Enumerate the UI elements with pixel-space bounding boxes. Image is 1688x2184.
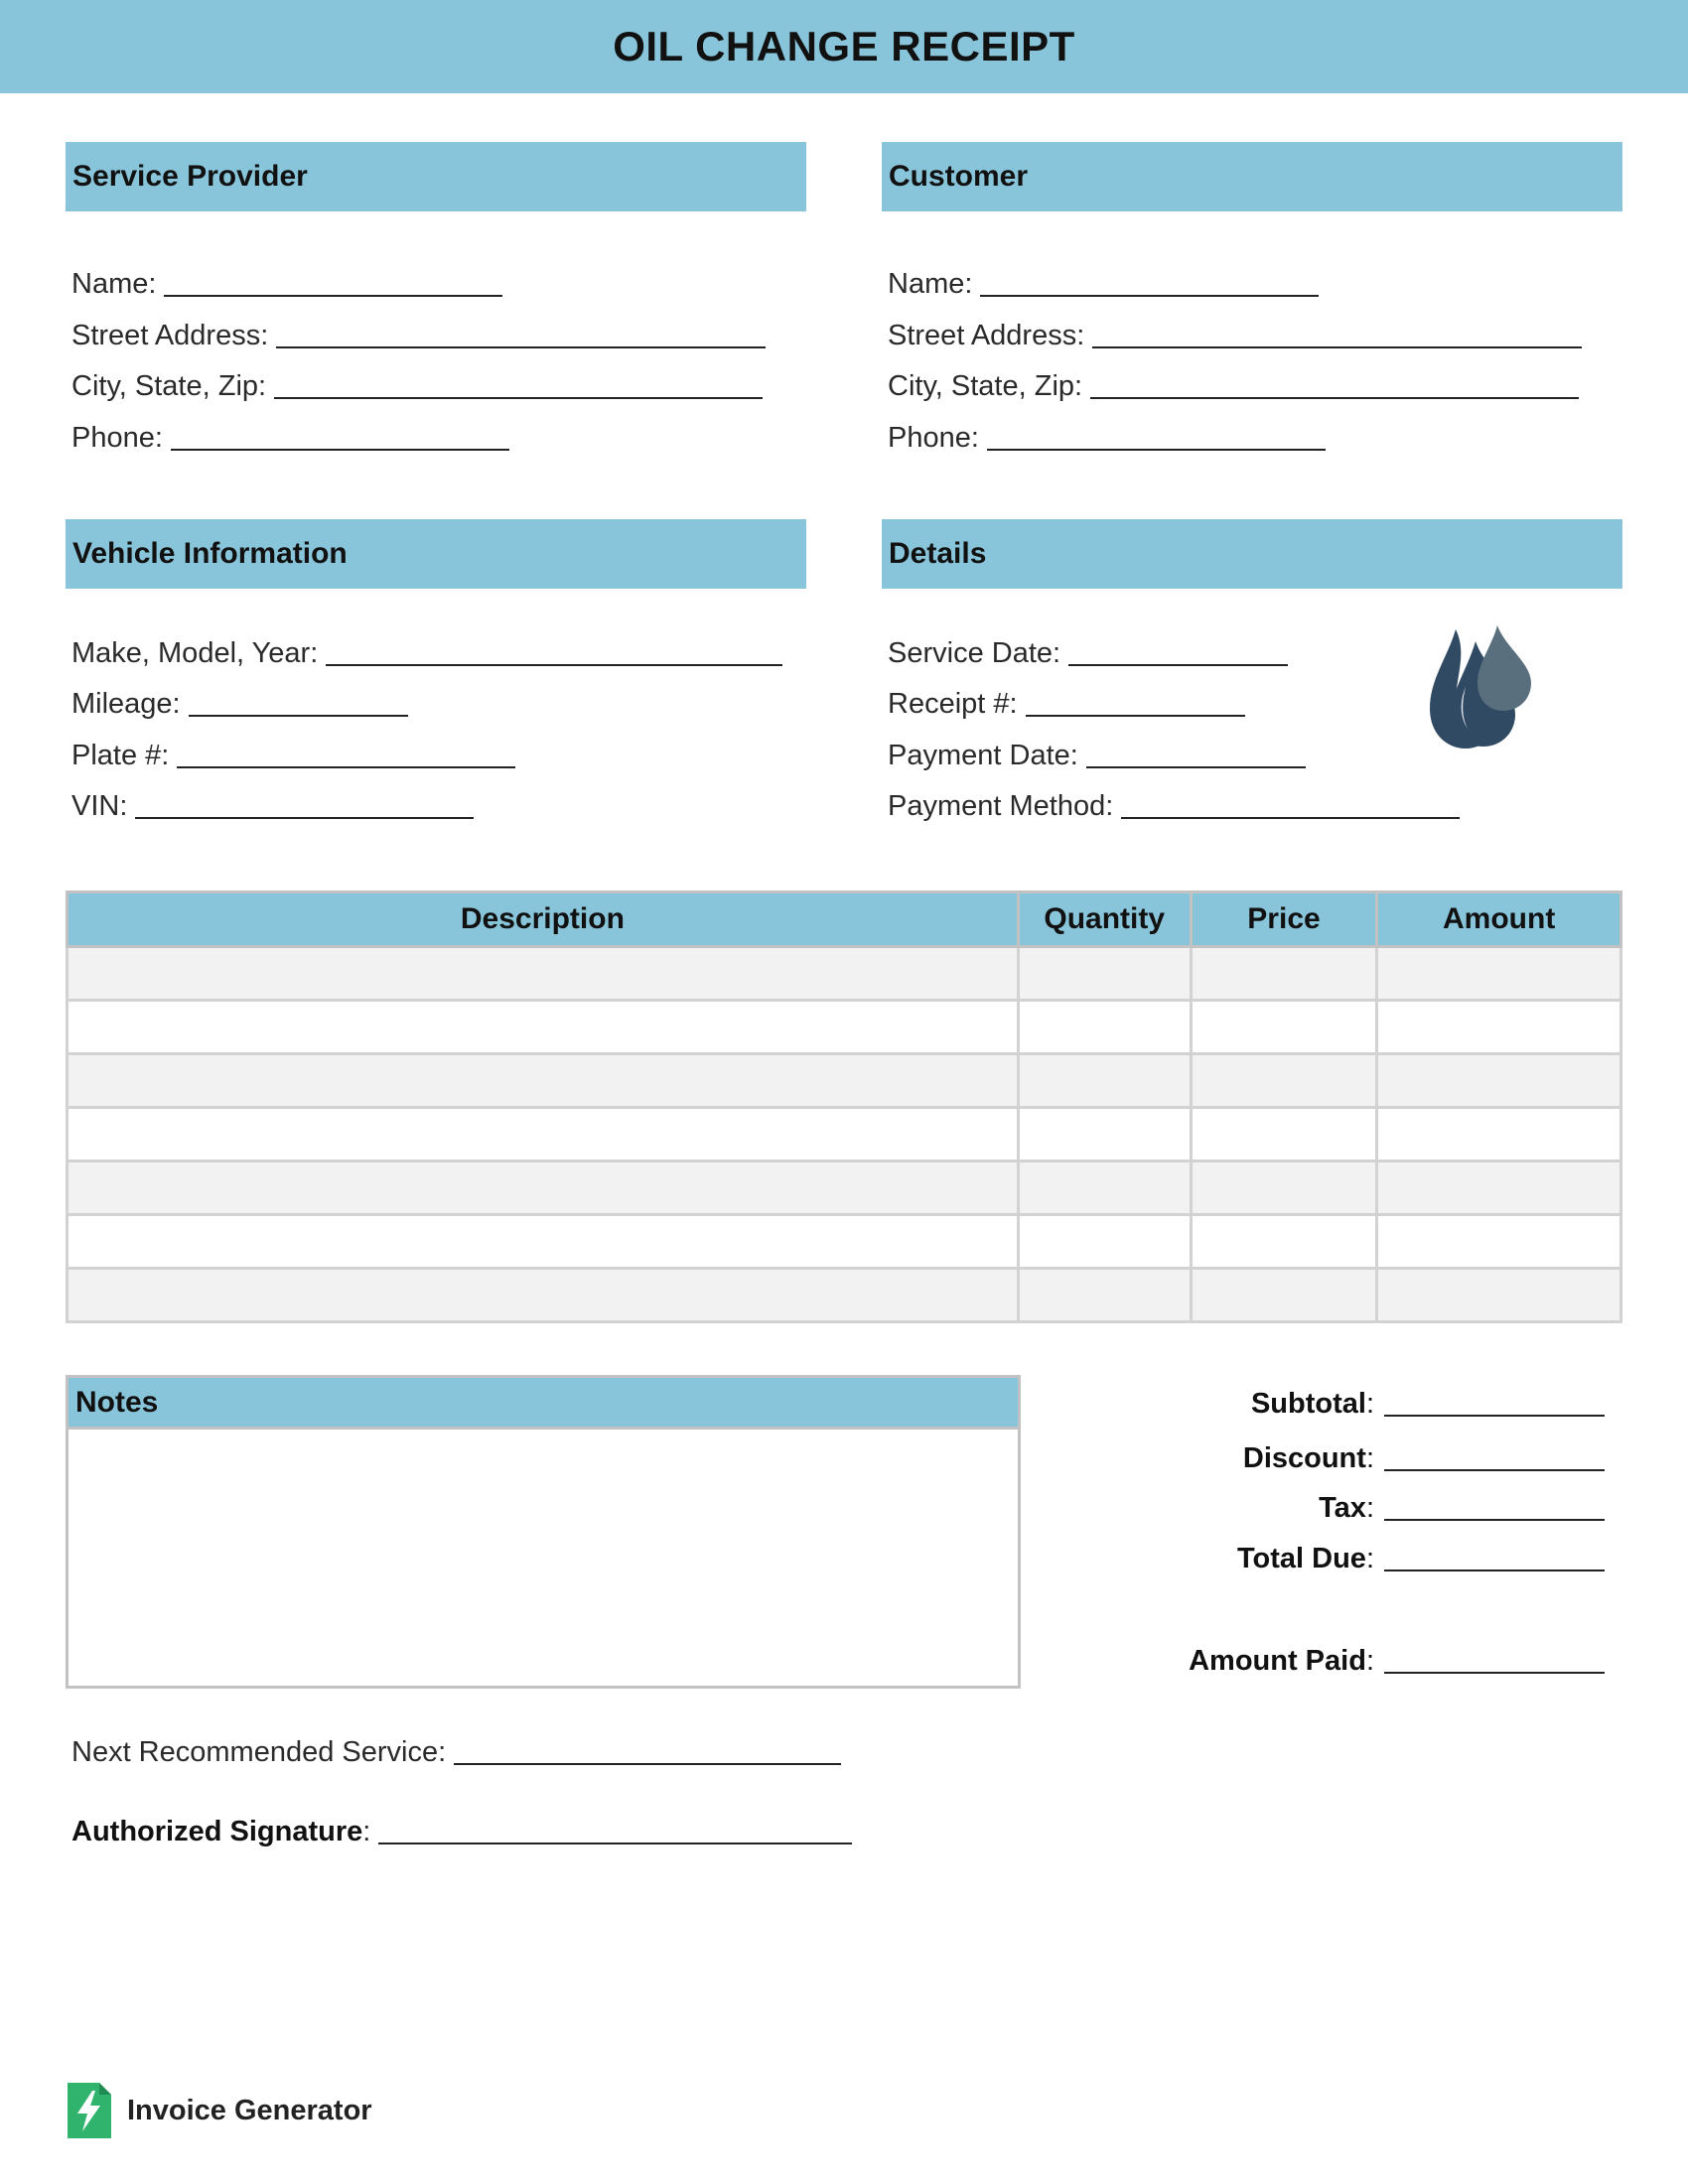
- customer-street-field[interactable]: [888, 322, 1582, 350]
- fill-line: [987, 449, 1326, 451]
- vehicle-plate-field[interactable]: [71, 742, 515, 770]
- brand-name: Invoice Generator: [127, 2094, 372, 2126]
- quantity-cell[interactable]: [1018, 947, 1191, 1001]
- fill-line: [378, 1843, 852, 1844]
- signature-label-text: Authorized Signature: [71, 1816, 363, 1847]
- lightning-bolt-icon: [68, 2083, 111, 2138]
- signature-field[interactable]: [71, 1818, 852, 1846]
- column-header-quantity: Quantity: [1018, 892, 1191, 947]
- provider-name-field[interactable]: [71, 270, 502, 299]
- subtotal-label-text: Subtotal: [1250, 1388, 1366, 1420]
- field-label: Next Recommended Service:: [71, 1736, 447, 1768]
- price-cell[interactable]: [1191, 1001, 1377, 1054]
- fill-line: [1384, 1570, 1605, 1571]
- amount-cell[interactable]: [1377, 1161, 1621, 1215]
- field-label: City, State, Zip:: [71, 370, 267, 402]
- field-label: Street Address:: [71, 320, 269, 351]
- table-row: [68, 1108, 1621, 1161]
- service-date-field[interactable]: [888, 639, 1288, 668]
- description-cell[interactable]: [68, 1054, 1019, 1108]
- provider-city-field[interactable]: [71, 372, 763, 401]
- table-row: [68, 1269, 1621, 1322]
- vehicle-info-heading: Vehicle Information: [66, 519, 806, 589]
- field-label: Payment Date:: [888, 740, 1078, 771]
- fill-line: [1068, 664, 1288, 666]
- fill-line: [1384, 1672, 1605, 1674]
- quantity-cell[interactable]: [1018, 1001, 1191, 1054]
- payment-method-field[interactable]: [888, 792, 1460, 821]
- price-cell[interactable]: [1191, 1269, 1377, 1322]
- amount-paid-label-text: Amount Paid: [1189, 1645, 1366, 1677]
- field-label: Payment Method:: [888, 790, 1114, 822]
- field-label: Name:: [71, 268, 157, 300]
- notes-heading: Notes: [69, 1378, 1018, 1430]
- customer-heading: Customer: [882, 142, 1622, 211]
- fill-line: [1121, 817, 1460, 819]
- price-cell[interactable]: [1191, 1215, 1377, 1269]
- fill-line: [1090, 397, 1579, 399]
- provider-street-field[interactable]: [71, 322, 766, 350]
- price-cell[interactable]: [1191, 1161, 1377, 1215]
- fill-line: [135, 817, 474, 819]
- total-due-label: Total Due:: [1236, 1543, 1374, 1574]
- fill-line: [1086, 766, 1306, 768]
- field-label: Receipt #:: [888, 688, 1018, 720]
- notes-box[interactable]: [66, 1375, 1021, 1689]
- column-header-price: Price: [1191, 892, 1377, 947]
- quantity-cell[interactable]: [1018, 1054, 1191, 1108]
- field-label: Plate #:: [71, 740, 170, 771]
- description-cell[interactable]: [68, 1215, 1019, 1269]
- description-cell[interactable]: [68, 947, 1019, 1001]
- description-cell[interactable]: [68, 1001, 1019, 1054]
- amount-cell[interactable]: [1377, 947, 1621, 1001]
- amount-cell[interactable]: [1377, 1054, 1621, 1108]
- fill-line: [1026, 715, 1245, 717]
- field-label: Phone:: [888, 422, 979, 454]
- discount-label: Discount:: [1242, 1442, 1374, 1474]
- customer-name-field[interactable]: [888, 270, 1319, 299]
- field-label: Name:: [888, 268, 973, 300]
- payment-date-field[interactable]: [888, 742, 1306, 770]
- amount-cell[interactable]: [1377, 1215, 1621, 1269]
- receipt-number-field[interactable]: [888, 690, 1245, 719]
- amount-cell[interactable]: [1377, 1001, 1621, 1054]
- tax-label-text: Tax: [1319, 1492, 1366, 1524]
- fill-line: [326, 664, 782, 666]
- service-provider-heading: Service Provider: [66, 142, 806, 211]
- fill-line: [189, 715, 408, 717]
- fill-line: [274, 397, 763, 399]
- field-label: City, State, Zip:: [888, 370, 1083, 402]
- page-title: OIL CHANGE RECEIPT: [613, 23, 1075, 69]
- price-cell[interactable]: [1191, 1108, 1377, 1161]
- next-service-field[interactable]: [71, 1738, 841, 1767]
- customer-city-field[interactable]: [888, 372, 1579, 401]
- description-cell[interactable]: [68, 1269, 1019, 1322]
- table-row: [68, 1215, 1621, 1269]
- field-label: Mileage:: [71, 688, 181, 720]
- table-row: [68, 1161, 1621, 1215]
- total-due-label-text: Total Due: [1236, 1543, 1366, 1574]
- fill-line: [177, 766, 515, 768]
- fill-line: [1384, 1415, 1605, 1417]
- column-header-amount: Amount: [1377, 892, 1621, 947]
- price-cell[interactable]: [1191, 947, 1377, 1001]
- footer-brand: [68, 2083, 372, 2138]
- discount-label-text: Discount: [1242, 1442, 1366, 1474]
- fill-line: [454, 1763, 841, 1765]
- fill-line: [1384, 1519, 1605, 1521]
- vehicle-make-field[interactable]: [71, 639, 782, 668]
- fill-line: [276, 346, 766, 348]
- table-header-row: [68, 892, 1621, 947]
- amount-cell[interactable]: [1377, 1269, 1621, 1322]
- signature-label: Authorized Signature:: [71, 1816, 371, 1847]
- fill-line: [1384, 1469, 1605, 1471]
- tax-field[interactable]: [1319, 1494, 1605, 1523]
- vehicle-vin-field[interactable]: [71, 792, 474, 821]
- table-row: [68, 1001, 1621, 1054]
- fill-line: [171, 449, 509, 451]
- tax-label: Tax:: [1319, 1492, 1374, 1524]
- oil-drop-icon: [1426, 617, 1535, 752]
- fill-line: [164, 295, 502, 297]
- field-label: Make, Model, Year:: [71, 637, 319, 669]
- field-label: Service Date:: [888, 637, 1061, 669]
- details-heading: Details: [882, 519, 1622, 589]
- quantity-cell[interactable]: [1018, 1215, 1191, 1269]
- table-row: [68, 947, 1621, 1001]
- quantity-cell[interactable]: [1018, 1161, 1191, 1215]
- description-cell[interactable]: [68, 1108, 1019, 1161]
- amount-paid-field[interactable]: [1189, 1647, 1605, 1676]
- fill-line: [1092, 346, 1582, 348]
- vehicle-mileage-field[interactable]: [71, 690, 408, 719]
- total-due-field[interactable]: [1237, 1545, 1605, 1573]
- items-table: [66, 890, 1622, 1323]
- customer-phone-field[interactable]: [888, 424, 1326, 453]
- subtotal-field[interactable]: [1251, 1390, 1605, 1419]
- field-label: Phone:: [71, 422, 163, 454]
- fill-line: [980, 295, 1319, 297]
- provider-phone-field[interactable]: [71, 424, 509, 453]
- description-cell[interactable]: [68, 1161, 1019, 1215]
- quantity-cell[interactable]: [1018, 1269, 1191, 1322]
- subtotal-label: Subtotal:: [1250, 1388, 1374, 1420]
- field-label: VIN:: [71, 790, 128, 822]
- amount-cell[interactable]: [1377, 1108, 1621, 1161]
- price-cell[interactable]: [1191, 1054, 1377, 1108]
- amount-paid-label: Amount Paid:: [1189, 1645, 1374, 1677]
- column-header-description: Description: [68, 892, 1019, 947]
- table-row: [68, 1054, 1621, 1108]
- title-bar: [0, 0, 1688, 93]
- quantity-cell[interactable]: [1018, 1108, 1191, 1161]
- discount-field[interactable]: [1243, 1444, 1605, 1473]
- field-label: Street Address:: [888, 320, 1085, 351]
